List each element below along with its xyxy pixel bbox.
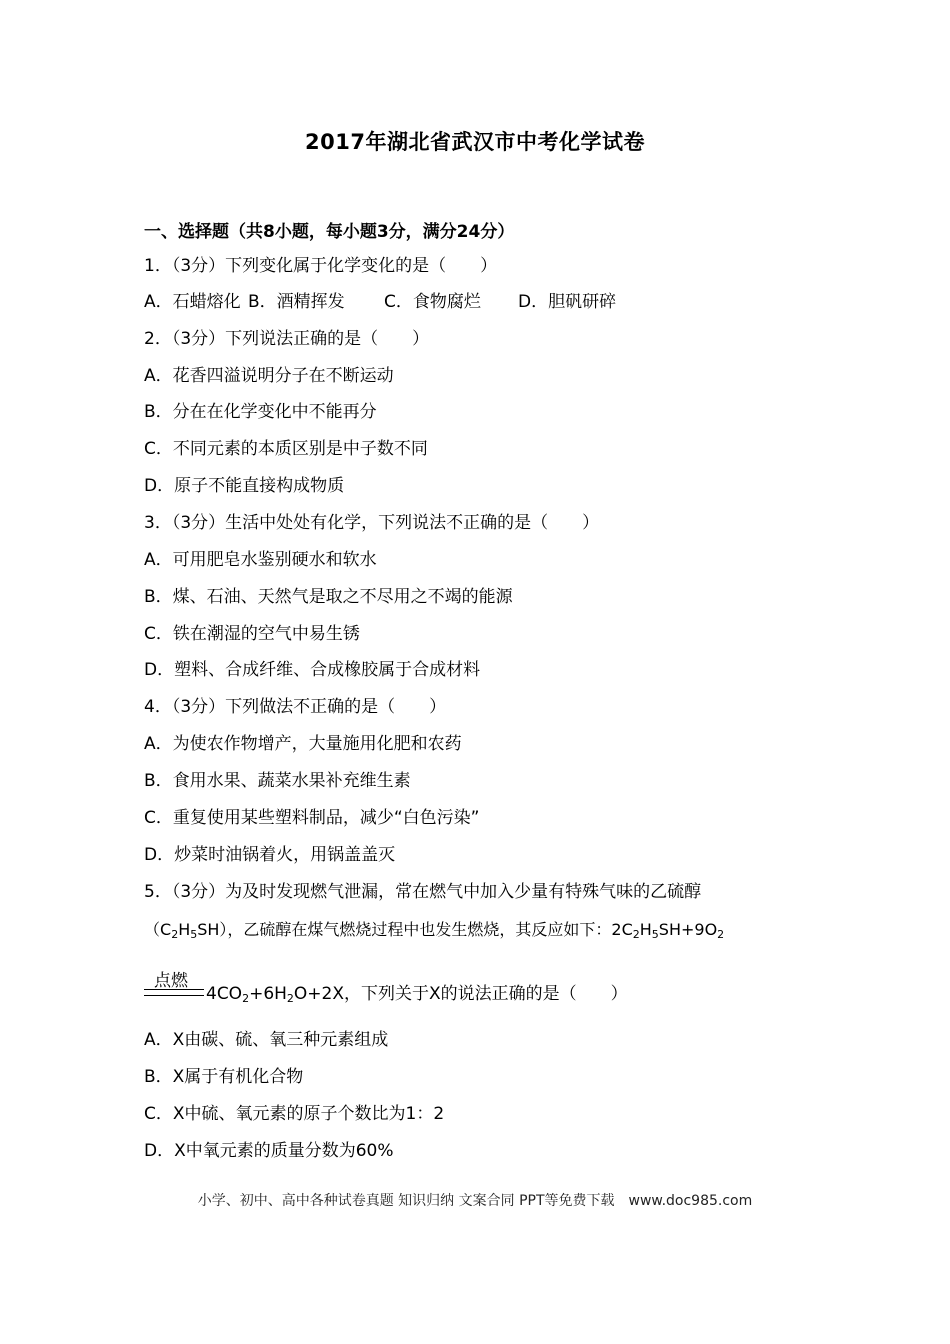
q2-option-b: B．分在在化学变化中不能再分 [144,402,377,422]
q3-option-a: A．可用肥皂水鉴别硬水和软水 [144,550,377,570]
q2-stem: 2．（3分）下列说法正确的是（ ） [144,329,430,349]
q1-option-b: B．酒精挥发 [248,292,345,312]
q4-option-a: A．为使农作物增产，大量施用化肥和农药 [144,734,462,754]
q3-option-b: B．煤、石油、天然气是取之不尽用之不竭的能源 [144,587,513,607]
q5-option-a: A．X由碳、硫、氧三种元素组成 [144,1030,389,1050]
equals-sign [144,989,204,996]
q1-option-d: D．胆矾研碎 [518,292,617,312]
q4-option-d: D．炒菜时油锅着火，用锅盖盖灭 [144,845,396,865]
q5-option-c: C．X中硫、氧元素的原子个数比为1：2 [144,1104,445,1124]
q4-option-c: C．重复使用某些塑料制品，减少“白色污染” [144,808,480,828]
q5-equation [144,962,844,1012]
reaction-condition: 点燃 [154,971,188,991]
q2-option-c: C．不同元素的本质区别是中子数不同 [144,439,428,459]
q1-options [144,290,616,314]
page-title: 2017年湖北省武汉市中考化学试卷 [305,130,645,154]
q4-stem: 4．（3分）下列做法不正确的是（ ） [144,697,447,717]
q1-option-a: A．石蜡熔化 [144,292,241,312]
section-heading: 一、选择题（共8小题，每小题3分，满分24分） [144,222,515,242]
q3-stem: 3．（3分）生活中处处有化学，下列说法不正确的是（ ） [144,513,600,533]
q1-stem: 1．（3分）下列变化属于化学变化的是（ ） [144,256,498,276]
q5-equation-products: $4CO_2+6H_2O+2X$，下列关于X的说法正确的是（ ） [206,984,628,1005]
q1-option-c: C．食物腐烂 [384,292,481,312]
page-footer: 小学、初中、高中各种试卷真题 知识归纳 文案合同 PPT等免费下载 www.doc985.com [197,1193,753,1209]
q3-option-c: C．铁在潮湿的空气中易生锈 [144,624,360,644]
q5-option-d: D．X中氧元素的质量分数为60% [144,1141,394,1161]
q2-option-d: D．原子不能直接构成物质 [144,476,345,496]
q3-option-d: D．塑料、合成纤维、合成橡胶属于合成材料 [144,660,481,680]
q2-option-a: A．花香四溢说明分子在不断运动 [144,366,394,386]
q5-stem-line1: 5．（3分）为及时发现燃气泄漏，常在燃气中加入少量有特殊气味的乙硫醇 [144,882,702,902]
q4-option-b: B．食用水果、蔬菜水果补充维生素 [144,771,411,791]
q5-option-b: B．X属于有机化合物 [144,1067,304,1087]
q5-stem-line2: $(C_2H_5SH)$，乙硫醇在煤气燃烧过程中也发生燃烧，其反应如下：$2C_2H_5SH+9O_2$ [144,920,725,941]
